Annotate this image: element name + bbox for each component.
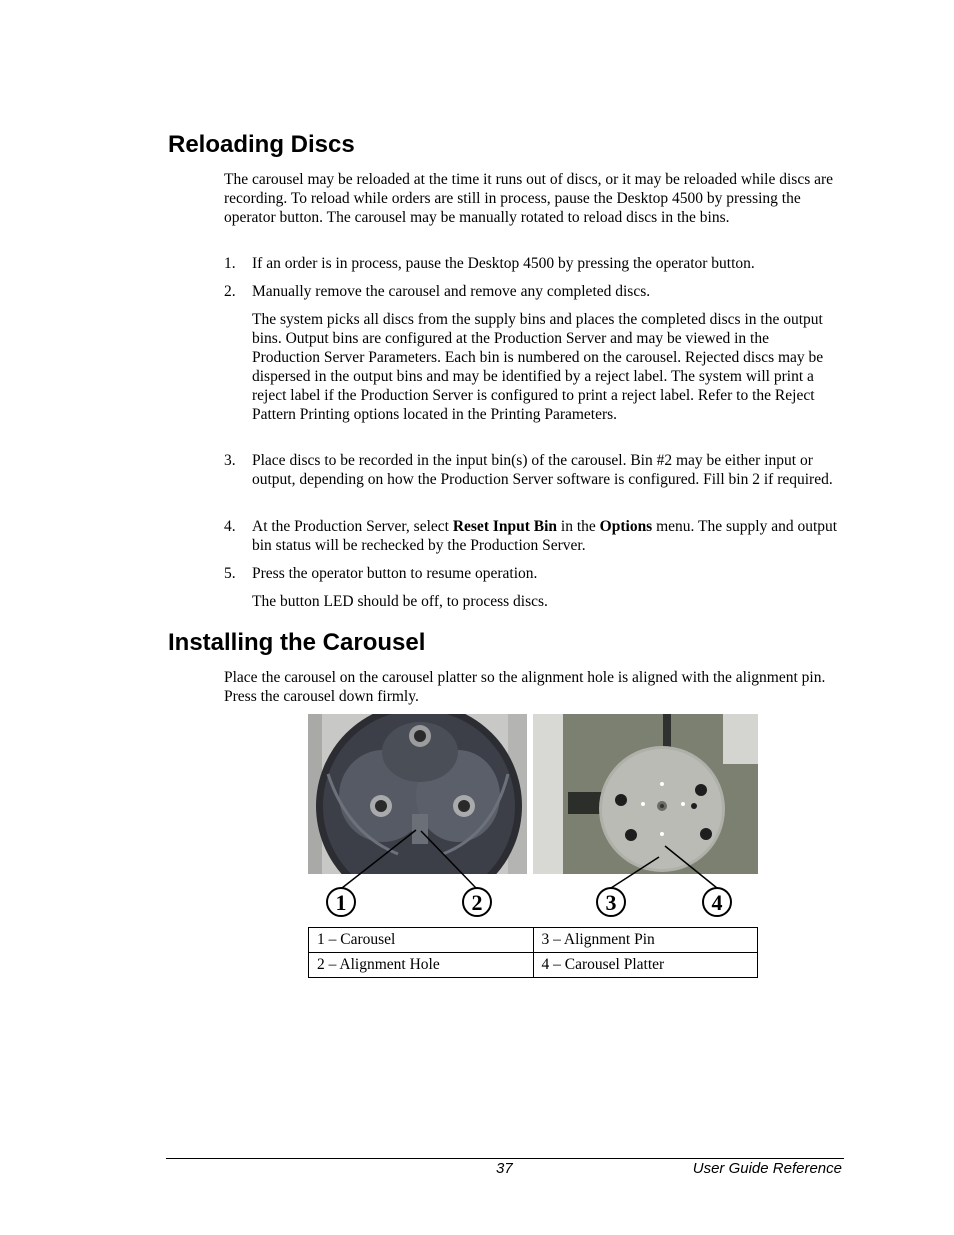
step-text: Place discs to be recorded in the input bin(s) of the carousel. Bin #2 may be either input or output, depending on how the Production Server software is configured. Fill bin 2 if required. — [252, 452, 833, 488]
table-row — [309, 928, 758, 953]
step-number: 4. — [224, 518, 236, 535]
callout-line-3 — [611, 857, 659, 888]
step-text-part: in the — [557, 518, 600, 535]
callout-line-4 — [665, 846, 717, 888]
legend-cell: 4 – Carousel Platter — [533, 953, 758, 978]
callout-2 — [463, 888, 491, 916]
callout-4 — [703, 888, 731, 916]
reloading-intro: The carousel may be reloaded at the time it runs out of discs, or it may be reloaded while discs are recording. To reload while orders are still in process, pause the Desktop 4500 by pressing the operator button. The carousel may be manually rotated to reload discs in the bins. — [224, 171, 834, 226]
footer-page-number: 37 — [496, 1160, 513, 1177]
menu-command-reset-input-bin: Reset Input Bin — [452, 518, 558, 535]
callout-1 — [327, 888, 355, 916]
callout-number: 1 — [335, 890, 347, 915]
callout-line-2 — [421, 831, 476, 888]
step-text — [252, 517, 839, 555]
menu-name-options: Options — [599, 518, 653, 535]
footer-rule — [166, 1158, 844, 1159]
callout-number: 4 — [711, 890, 723, 915]
callout-line-1 — [342, 830, 416, 888]
callout-number: 2 — [471, 890, 483, 915]
callout-3 — [597, 888, 625, 916]
figure-callouts — [300, 714, 770, 924]
step-2-detail: The system picks all discs from the supply bins and places the completed discs in the output bins. Output bins are configured at the Production Server and may be viewed in the Production Server Parameters. Each bin is numbered on the carousel. Rejected discs may be dispersed in the output bins and may be identified by a reject label. The system will print a reject label if the Production Server is configured to print a reject label. Refer to the Reject Pattern Printing options located in the Printing Parameters. — [252, 311, 824, 423]
callout-number: 3 — [605, 890, 617, 915]
heading-installing-carousel: Installing the Carousel — [168, 629, 426, 656]
step-text-part: menu. The supply and output bin status will be rechecked by the Production Server. — [252, 518, 838, 554]
step-text: Press the operator button to resume operation. — [252, 565, 538, 582]
heading-reloading-discs: Reloading Discs — [168, 131, 355, 158]
figure-legend-table — [308, 927, 758, 978]
legend-cell: 1 – Carousel — [309, 928, 534, 953]
step-5-detail: The button LED should be off, to process discs. — [252, 593, 548, 610]
legend-cell: 2 – Alignment Hole — [309, 953, 534, 978]
table-row — [309, 953, 758, 978]
step-number: 1. — [224, 255, 236, 272]
step-text: If an order is in process, pause the Desktop 4500 by pressing the operator button. — [252, 255, 755, 272]
footer-title: User Guide Reference — [692, 1160, 842, 1177]
step-text: Manually remove the carousel and remove any completed discs. — [252, 283, 651, 300]
step-number: 3. — [224, 452, 236, 469]
step-number: 5. — [224, 565, 236, 582]
step-number: 2. — [224, 283, 236, 300]
installing-intro: Place the carousel on the carousel platter so the alignment hole is aligned with the alignment pin. Press the carousel down firmly. — [224, 669, 826, 705]
step-text-part: At the Production Server, select — [252, 518, 453, 535]
legend-cell: 3 – Alignment Pin — [533, 928, 758, 953]
